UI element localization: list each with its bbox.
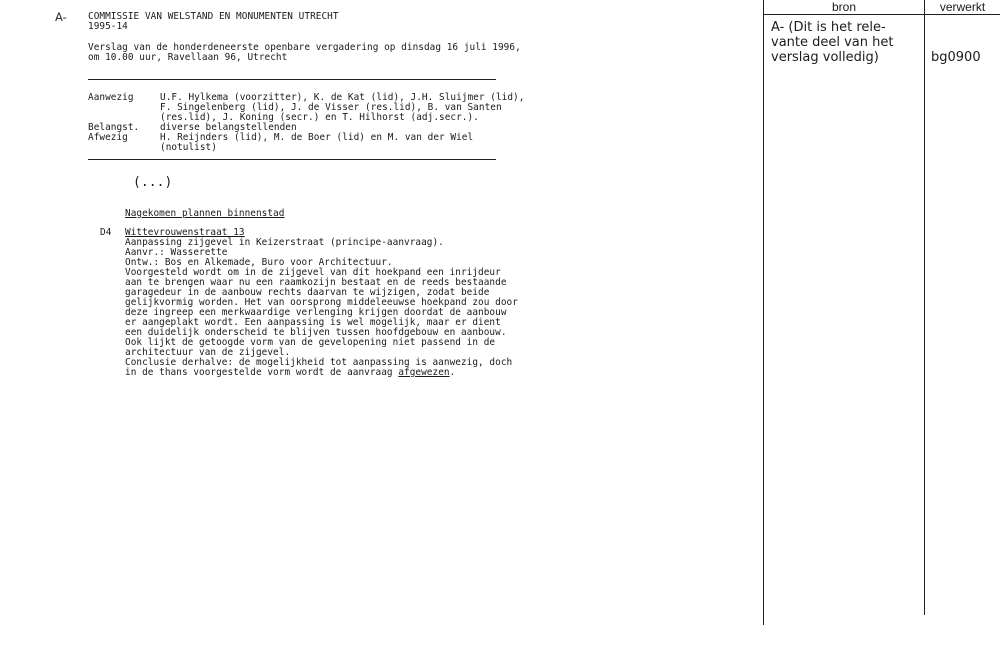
absent-line: H. Reijnders (lid), M. de Boer (lid) en M. van der Wiel — [160, 132, 474, 143]
present-label: Aanwezig — [88, 92, 134, 103]
item-line: Ontw.: Bos en Alkemade, Buro voor Architectuur. — [125, 257, 393, 268]
present-line: F. Singelenberg (lid), J. de Visser (res.lid), B. van Santen — [160, 102, 502, 113]
item-number: D4 — [100, 227, 112, 238]
item-line: deze ingreep een merkwaardige verlenging krijgen doordat de aanbouw — [125, 307, 507, 318]
org-name: COMMISSIE VAN WELSTAND EN MONUMENTEN UTRECHT — [88, 11, 339, 22]
present-line: (res.lid), J. Koning (secr.) en T. Hilhorst (adj.secr.). — [160, 112, 479, 123]
absent-label: Afwezig — [88, 132, 128, 143]
item-conclusion — [125, 368, 455, 378]
item-line: Voorgesteld wordt om in de zijgevel van dit hoekpand een inrijdeur — [125, 267, 501, 278]
sidebar-header-rule — [763, 14, 1000, 15]
interested-label: Belangst. — [88, 122, 140, 133]
report-title-line2: om 10.00 uur, Ravellaan 96, Utrecht — [88, 52, 288, 63]
item-line: een duidelijk onderscheid te blijven tussen hoofdgebouw en aanbouw. — [125, 327, 507, 338]
section-title: Nagekomen plannen binnenstad — [125, 208, 285, 219]
item-line: gelijkvormig worden. Het van oorsprong middeleeuwse hoekpand zou door — [125, 297, 518, 308]
verdict-text: afgewezen — [398, 367, 450, 378]
divider-top — [88, 79, 496, 80]
source-note-line: vante deel van het — [771, 35, 894, 50]
report-title-line1: Verslag van de honderdeneerste openbare vergadering op dinsdag 16 juli 1996, — [88, 42, 521, 53]
conclusion-suffix: . — [449, 367, 456, 378]
source-note-line: A- (Dit is het rele- — [771, 20, 886, 35]
item-line: aan te brengen waar nu een raamkozijn bestaat en de reeds bestaande — [125, 277, 507, 288]
interested-value: diverse belangstellenden — [160, 122, 297, 133]
source-sidebar — [763, 0, 1000, 649]
sidebar-column-divider — [924, 0, 925, 615]
source-note-line: verslag volledig) — [771, 50, 879, 65]
item-address: Wittevrouwenstraat 13 — [125, 227, 245, 238]
conclusion-prefix: in de thans voorgestelde vorm wordt de aanvraag — [125, 367, 399, 378]
column-header-processed: verwerkt — [939, 0, 986, 14]
ellipsis-mark: (...) — [133, 175, 173, 190]
item-line: architectuur van de zijgevel. — [125, 347, 291, 358]
item-line: garagedeur in de aanbouw rechts daarvan te wijzigen, zodat beide — [125, 287, 490, 298]
item-line: er aangeplakt wordt. Een aanpassing is wel mogelijk, maar er dient — [125, 317, 501, 328]
column-header-source: bron — [831, 0, 857, 14]
divider-bottom — [88, 159, 496, 160]
present-line: U.F. Hylkema (voorzitter), K. de Kat (lid), J.H. Sluijmer (lid), — [160, 92, 525, 103]
report-code: 1995-14 — [88, 21, 128, 32]
item-line: Ook lijkt de getoogde vorm van de gevelopening niet passend in de — [125, 337, 496, 348]
item-line: Conclusie derhalve: de mogelijkheid tot aanpassing is aanwezig, doch — [125, 357, 513, 368]
absent-line: (notulist) — [160, 142, 217, 153]
sidebar-left-border — [763, 0, 764, 625]
processed-code: bg0900 — [931, 50, 981, 65]
margin-mark: A- — [55, 10, 67, 24]
item-line: Aanvr.: Wasserette — [125, 247, 228, 258]
item-line: Aanpassing zijgevel in Keizerstraat (principe-aanvraag). — [125, 237, 444, 248]
